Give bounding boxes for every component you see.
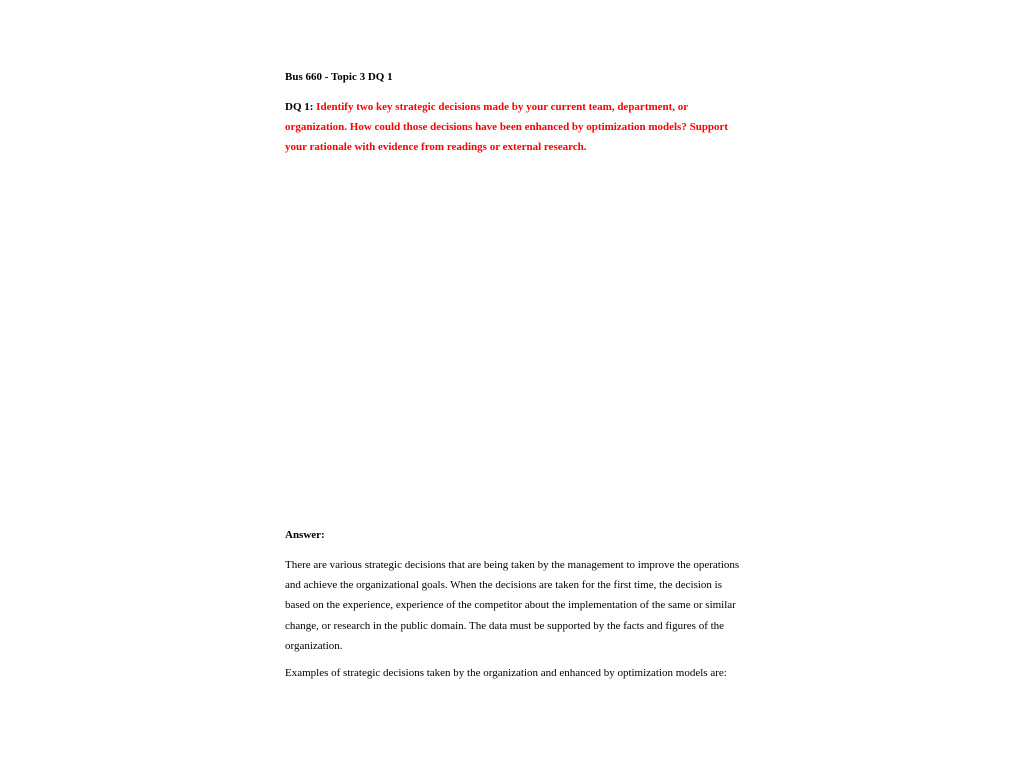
- answer-paragraph: Examples of strategic decisions taken by the organization and enhanced by optimization models are:: [285, 667, 727, 679]
- discussion-question: [285, 97, 735, 157]
- document-title: Bus 660 - Topic 3 DQ 1: [285, 71, 393, 83]
- question-text: Identify two key strategic decisions made by your current team, department, or organization. How could those decisions have been enhanced by optimization models? Support your rationale with evidence from readings or external research.: [285, 101, 729, 153]
- answer-paragraph: There are various strategic decisions that are being taken by the management to improve the operations and achieve the organizational goals. When the decisions are taken for the first time, the decision is based on the experience, experience of the competitor about the implementation of the same or similar change, or research in the public domain. The data must be supported by the facts and figures of the organization.: [285, 559, 740, 652]
- question-label: DQ 1:: [285, 101, 314, 113]
- answer-heading: Answer:: [285, 529, 325, 541]
